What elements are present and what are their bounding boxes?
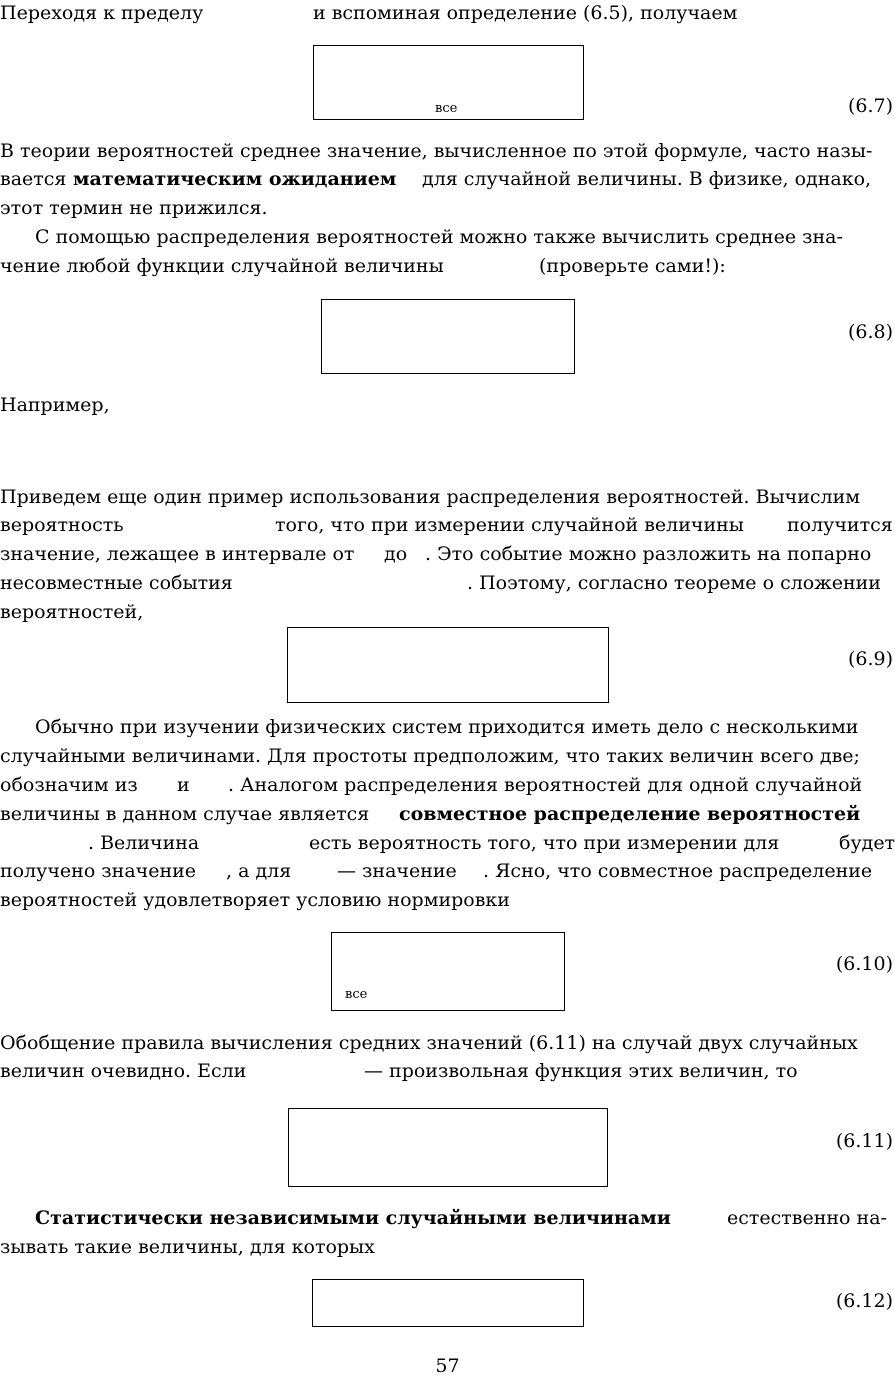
text-line (0, 772, 895, 799)
text-fragment: и (177, 774, 190, 796)
text-line (0, 599, 895, 626)
text-line (0, 887, 895, 914)
text-fragment: Обычно при изучении физических систем приходится иметь дело с несколькими (35, 716, 859, 738)
text-fragment: чение любой функции случайной величины (0, 255, 444, 277)
equation-box (321, 299, 575, 374)
text-fragment: обозначим из (0, 774, 138, 796)
text-fragment: вероятностей, (0, 601, 144, 623)
text-fragment: Обобщение правила вычисления средних значений (6.11) на случай двух случайных (0, 1032, 858, 1054)
text-line (0, 0, 895, 27)
text-line (0, 1234, 895, 1261)
text-fragment: Например, (0, 394, 110, 416)
equation-number: (6.12) (835, 1290, 893, 1312)
text-fragment: . Ясно, что совместное распределение (483, 860, 873, 882)
text-fragment: . Поэтому, согласно теореме о сложении (467, 572, 881, 594)
text-fragment: для случайной величины. В физике, однако, (422, 168, 872, 190)
text-fragment: величины в данном случае является (0, 803, 370, 825)
equation-box (313, 45, 584, 120)
text-fragment: получится (787, 514, 893, 536)
text-fragment: Переходя к пределу (0, 2, 204, 24)
text-line (0, 484, 895, 511)
text-fragment: того, что при измерении случайной величины (275, 514, 744, 536)
equation-number: (6.7) (847, 95, 893, 117)
text-line (0, 138, 895, 165)
text-fragment: вероятность (0, 514, 124, 536)
text-fragment: получено значение (0, 860, 197, 882)
text-fragment: величин очевидно. Если (0, 1060, 247, 1082)
text-line (0, 801, 895, 828)
equation-box (288, 1108, 608, 1187)
text-fragment: . Это событие можно разложить на попарно (425, 543, 872, 565)
text-fragment: В теории вероятностей среднее значение, вычисленное по этой формуле, часто назы- (0, 140, 873, 162)
text-fragment: этот термин не прижился. (0, 197, 268, 219)
text-line (0, 714, 895, 741)
text-line (0, 224, 895, 251)
bold-term: Статистически независимыми случайными величинами (35, 1207, 671, 1229)
text-line (0, 858, 895, 885)
bold-term: математическим ожиданием (73, 168, 397, 190)
text-fragment: естественно на- (727, 1207, 887, 1229)
text-fragment: . Величина (88, 832, 200, 854)
equation-number: (6.10) (835, 953, 893, 975)
text-line (0, 195, 895, 222)
text-fragment: и вспоминая определение (6.5), получаем (313, 2, 738, 24)
text-line (0, 392, 895, 419)
text-fragment: есть вероятность того, что при измерении для (309, 832, 780, 854)
equation-number: (6.11) (835, 1130, 893, 1152)
page-number: 57 (435, 1355, 460, 1377)
text-line (0, 166, 895, 193)
equation-box (287, 627, 609, 703)
bold-term: совместное распределение вероятностей (399, 803, 861, 825)
text-fragment: — значение (337, 860, 457, 882)
text-line (0, 512, 895, 539)
equation-number: (6.9) (847, 648, 893, 670)
text-fragment: С помощью распределения вероятностей можно также вычислить среднее зна- (35, 226, 843, 248)
equation-box (312, 1279, 584, 1327)
text-line (0, 570, 895, 597)
text-line (0, 830, 895, 857)
text-fragment: , а для (226, 860, 292, 882)
text-fragment: — произвольная функция этих величин, то (364, 1060, 798, 1082)
text-fragment: . Аналогом распределения вероятностей для одной случайной (228, 774, 863, 796)
text-fragment: вероятностей удовлетворяет условию нормировки (0, 889, 510, 911)
text-fragment: несовместные события (0, 572, 233, 594)
text-line (0, 541, 895, 568)
text-line (0, 253, 895, 280)
text-fragment: Приведем еще один пример использования распределения вероятностей. Вычислим (0, 486, 861, 508)
text-line (0, 1030, 895, 1057)
text-fragment: зывать такие величины, для которых (0, 1236, 375, 1258)
text-fragment: случайными величинами. Для простоты предположим, что таких величин всего две; (0, 745, 860, 767)
text-line (0, 1205, 895, 1232)
text-fragment: вается (0, 168, 67, 190)
equation-box (331, 932, 565, 1011)
equation-number: (6.8) (847, 321, 893, 343)
text-fragment: будет (839, 832, 895, 854)
equation-subscript: все (345, 987, 368, 1002)
text-fragment: (проверьте сами!): (539, 255, 726, 277)
text-fragment: до (384, 543, 408, 565)
text-line (0, 743, 895, 770)
equation-subscript: все (435, 101, 458, 116)
text-line (0, 1058, 895, 1085)
text-fragment: значение, лежащее в интервале от (0, 543, 355, 565)
